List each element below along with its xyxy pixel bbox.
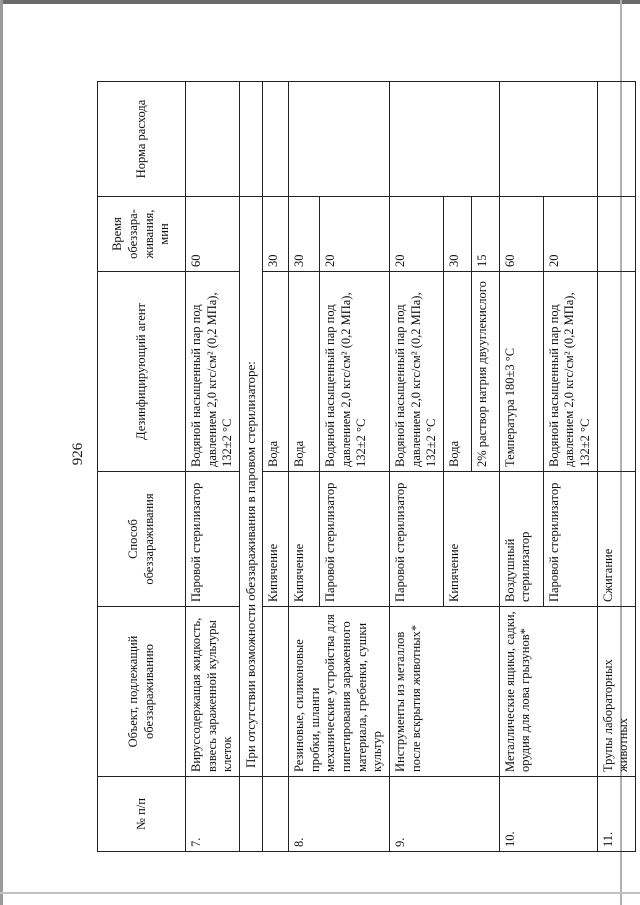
disinfection-table bbox=[97, 81, 636, 852]
row7b-method: Кипячение bbox=[263, 472, 289, 607]
table-row-8a bbox=[289, 82, 320, 852]
header-num: № п/п bbox=[98, 777, 186, 852]
row7-norm bbox=[186, 82, 240, 197]
row11-time bbox=[597, 197, 635, 272]
header-object: Объект, подлежащий обеззараживанию bbox=[98, 607, 186, 777]
row9-time-2: 30 bbox=[443, 197, 471, 272]
header-norm: Норма расхода bbox=[98, 82, 186, 197]
row8-time-2: 20 bbox=[320, 197, 390, 272]
row9-agent-1: Водяной насыщенный пар под давлением 2,0 кгс/см² (0,2 МПа), 132±2 °С bbox=[389, 272, 443, 472]
row7b-num bbox=[263, 777, 289, 852]
header-agent: Дезинфицирующий агент bbox=[98, 272, 186, 472]
scan-edge-left bbox=[0, 0, 3, 905]
row8-num: 8. bbox=[289, 777, 390, 852]
page-number: 926 bbox=[70, 442, 86, 466]
row8-agent-1: Вода bbox=[289, 272, 320, 472]
row8-norm bbox=[289, 82, 390, 197]
section-num bbox=[239, 777, 262, 852]
row10-object: Металлические ящики, садки, орудия для лова грызунов* bbox=[499, 607, 597, 777]
row10-agent-2: Водяной насыщенный пар под давлением 2,0 кгс/см² (0,2 МПа), 132±2 °С bbox=[543, 272, 597, 472]
header-method: Способ обеззараживания bbox=[98, 472, 186, 607]
row8-method-1: Кипячение bbox=[289, 472, 320, 607]
row7b-time: 30 bbox=[263, 197, 289, 272]
table-row-7b bbox=[263, 82, 289, 852]
row9-agent-2: Вода bbox=[443, 272, 471, 472]
row7b-norm bbox=[263, 82, 289, 197]
row9-time-3: 15 bbox=[471, 197, 499, 272]
row7-agent: Водяной насыщенный пар под давлением 2,0 кгс/см² (0,2 МПа), 132±2 °С bbox=[186, 272, 240, 472]
rotated-table-wrapper bbox=[97, 82, 631, 852]
row7-num: 7. bbox=[186, 777, 240, 852]
row10-norm bbox=[499, 82, 597, 197]
row8-object: Резиновые, силиконовые пробки, шланги механические устройства для пипетирования зараженного материала, гребенки, сушки культур bbox=[289, 607, 390, 777]
table-row-11 bbox=[597, 82, 635, 852]
section-norm bbox=[239, 82, 262, 197]
section-row bbox=[239, 82, 262, 852]
row11-object: Трупы лабораторных животных bbox=[597, 607, 635, 777]
row9-norm bbox=[389, 82, 499, 197]
section-note: При отсутствии возможности обеззараживания в паровом стерилизаторе: bbox=[239, 197, 262, 777]
row9-agent-3: 2% раствор натрия двууглекислого bbox=[471, 272, 499, 472]
row7-object: Вируссодержащая жидкость, взвесь зараженной культуры клеток bbox=[186, 607, 240, 777]
header-row bbox=[98, 82, 186, 852]
row10-method-2: Паровой стерилизатор bbox=[543, 472, 597, 607]
scan-edge-bottom bbox=[0, 892, 640, 894]
row8-method-2: Паровой стерилизатор bbox=[320, 472, 390, 607]
row9-object: Инструменты из металлов после вскрытия животных* bbox=[389, 607, 499, 777]
row10-method-1: Воздушный стерилизатор bbox=[499, 472, 543, 607]
row10-time-1: 60 bbox=[499, 197, 543, 272]
row10-time-2: 20 bbox=[543, 197, 597, 272]
row10-agent-1: Температура 180±3 °С bbox=[499, 272, 543, 472]
row9-method-2: Кипячение bbox=[443, 472, 499, 607]
row8-time-1: 30 bbox=[289, 197, 320, 272]
row11-num: 11. bbox=[597, 777, 635, 852]
row7-method: Паровой стерилизатор bbox=[186, 472, 240, 607]
row7b-agent: Вода bbox=[263, 272, 289, 472]
row8-agent-2: Водяной насыщенный пар под давлением 2,0 кгс/см² (0,2 МПа), 132±2 °С bbox=[320, 272, 390, 472]
row11-norm bbox=[597, 82, 635, 197]
row9-time-1: 20 bbox=[389, 197, 443, 272]
header-time: Время обеззара-живания, мин bbox=[98, 197, 186, 272]
table-row-7 bbox=[186, 82, 240, 852]
row7b-object bbox=[263, 607, 289, 777]
scan-edge-top bbox=[0, 0, 640, 4]
row10-num: 10. bbox=[499, 777, 597, 852]
table-row-10a bbox=[499, 82, 543, 852]
row7-time: 60 bbox=[186, 197, 240, 272]
row9-method-1: Паровой стерилизатор bbox=[389, 472, 443, 607]
row11-agent bbox=[597, 272, 635, 472]
row11-method: Сжигание bbox=[597, 472, 635, 607]
row9-num: 9. bbox=[389, 777, 499, 852]
table-row-9a bbox=[389, 82, 443, 852]
